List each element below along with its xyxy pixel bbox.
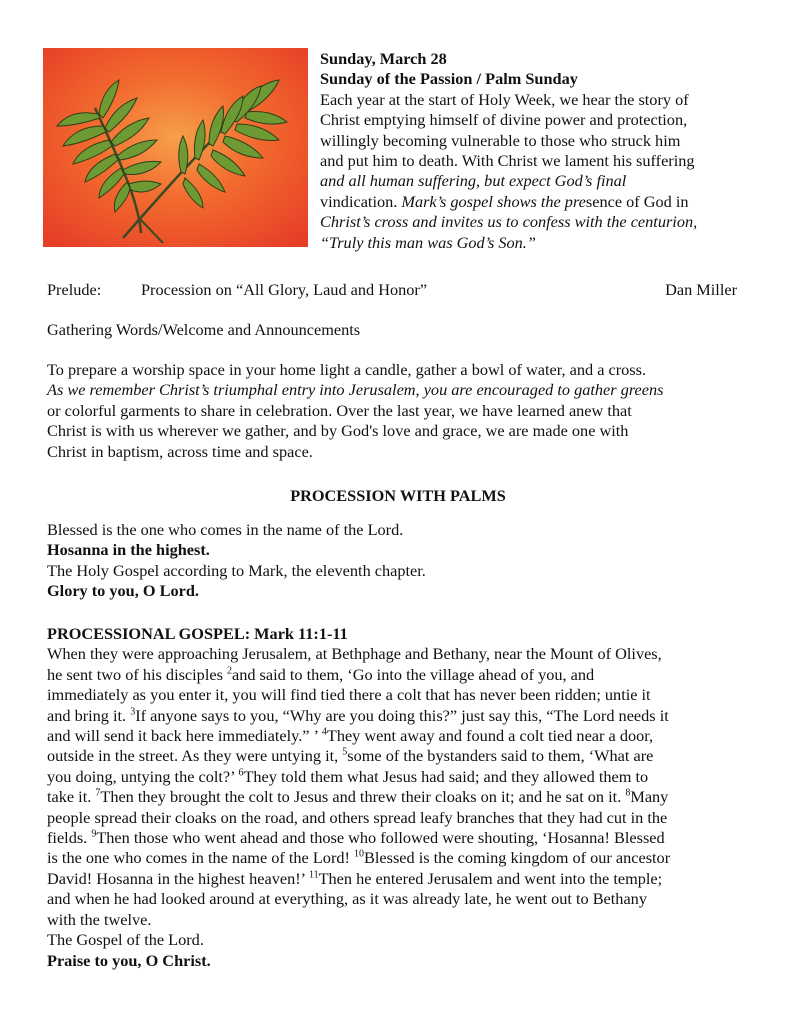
verse-number: 3 xyxy=(130,706,136,718)
gospel-line xyxy=(47,828,777,848)
gospel-text: and bring it. xyxy=(47,705,131,725)
gospel-heading: PROCESSIONAL GOSPEL: Mark 11:1-11 xyxy=(47,624,348,643)
gospel-line xyxy=(47,665,777,685)
gospel-text: outside in the street. As they were untying it, xyxy=(47,746,343,766)
verse-number: 10 xyxy=(354,849,364,861)
intro-line: Each year at the start of Holy Week, we hear the story of xyxy=(320,89,689,109)
verse-number: 8 xyxy=(625,787,631,799)
verse-number: 6 xyxy=(238,767,244,779)
gospel-line: The Gospel of the Lord. xyxy=(47,930,204,950)
prelude-label: Prelude: xyxy=(47,280,102,299)
intro-line: willingly becoming vulnerable to those who struck him xyxy=(320,130,681,150)
palm-branches-artwork xyxy=(43,48,308,247)
prelude-row xyxy=(47,280,747,301)
gospel-text: Blessed is the coming kingdom of our ancestor xyxy=(364,848,671,868)
gospel-line: and when he had looked around at everything, as it was already late, he went out to Bethany xyxy=(47,889,647,909)
intro-text: sence of God in xyxy=(585,191,689,211)
gospel-line: with the twelve. xyxy=(47,909,152,929)
verse-number: 9 xyxy=(91,828,97,840)
gospel-text: some of the bystanders said to them, ‘What are xyxy=(347,746,654,766)
intro-text: vindication. xyxy=(320,191,402,211)
gospel-text: take it. xyxy=(47,787,96,807)
prepare-line: or colorful garments to share in celebration. Over the last year, we have learned anew that xyxy=(47,400,632,420)
gospel-text: and said to them, ‘Go into the village ahead of you, and xyxy=(231,664,595,684)
intro-line: “Truly this man was God’s Son.” xyxy=(320,232,536,252)
verse-number: 11 xyxy=(308,869,319,881)
service-title: Sunday of the Passion / Palm Sunday xyxy=(320,69,578,89)
prepare-paragraph xyxy=(47,360,767,462)
gospel-text: If anyone says to you, “Why are you doing this?” just say this, “The Lord needs it xyxy=(135,705,669,725)
prelude-piece: Procession on “All Glory, Laud and Honor” xyxy=(141,280,428,299)
gospel-line xyxy=(47,869,777,889)
gospel-text: Many xyxy=(630,787,669,807)
response-line: Hosanna in the highest. xyxy=(47,540,210,560)
gospel-line xyxy=(47,848,777,868)
gospel-line xyxy=(47,787,777,807)
verse-number: 5 xyxy=(342,747,348,759)
intro-line: Christ emptying himself of divine power and protection, xyxy=(320,110,688,130)
intro-line: and put him to death. With Christ we lament his suffering xyxy=(320,151,695,171)
gospel-text: They went away and found a colt tied near a door, xyxy=(326,726,654,746)
intro-line xyxy=(320,192,760,212)
leader-line: Blessed is the one who comes in the name of the Lord. xyxy=(47,520,404,539)
prepare-line: As we remember Christ’s triumphal entry into Jerusalem, you are encouraged to gather greens xyxy=(47,380,664,400)
gospel-line xyxy=(47,746,777,766)
gospel-line xyxy=(47,706,777,726)
verse-number: 2 xyxy=(226,665,232,677)
gospel-line xyxy=(47,726,777,746)
gospel-text: he sent two of his disciples xyxy=(47,664,227,684)
gathering-words: Gathering Words/Welcome and Announcements xyxy=(47,320,361,339)
gospel-text: Then he entered Jerusalem and went into the temple; xyxy=(318,868,663,888)
processional-gospel xyxy=(47,624,777,971)
prepare-line: Christ in baptism, across time and space. xyxy=(47,441,313,461)
prepare-line: Christ is with us wherever we gather, and by God's love and grace, we are made one with xyxy=(47,421,629,441)
procession-dialogue xyxy=(47,520,767,602)
leader-line: The Holy Gospel according to Mark, the eleventh chapter. xyxy=(47,560,426,580)
gospel-text: Then those who went ahead and those who followed were shouting, ‘Hosanna! Blessed xyxy=(96,828,665,848)
procession-heading: PROCESSION WITH PALMS xyxy=(290,486,506,505)
verse-number: 7 xyxy=(95,787,101,799)
intro-text-italic: Mark’s gospel shows the pre xyxy=(401,191,586,211)
service-header xyxy=(320,49,760,253)
prepare-line: To prepare a worship space in your home light a candle, gather a bowl of water, and a cross. xyxy=(47,360,647,379)
gospel-text: They told them what Jesus had said; and they allowed them to xyxy=(243,766,649,786)
gospel-line: When they were approaching Jerusalem, at Bethphage and Bethany, near the Mount of Olives, xyxy=(47,644,662,664)
palm-branches-icon xyxy=(43,48,308,247)
verse-number: 4 xyxy=(321,726,327,738)
gospel-text: fields. xyxy=(47,828,92,848)
intro-line: and all human suffering, but expect God’s final xyxy=(320,171,627,191)
service-date: Sunday, March 28 xyxy=(320,49,447,68)
gospel-text: you doing, untying the colt?’ xyxy=(47,766,239,786)
gospel-text: is the one who comes in the name of the Lord! xyxy=(47,848,354,868)
gospel-text: Then they brought the colt to Jesus and threw their cloaks on it; and he sat on it. xyxy=(100,787,626,807)
gospel-line: people spread their cloaks on the road, and others spread leafy branches that they had cut in the xyxy=(47,807,668,827)
intro-line: Christ’s cross and invites us to confess with the centurion, xyxy=(320,212,698,232)
gospel-response: Praise to you, O Christ. xyxy=(47,950,211,970)
gospel-line xyxy=(47,767,777,787)
gospel-text: and will send it back here immediately.” ’ xyxy=(47,726,322,746)
gospel-line: immediately as you enter it, you will find tied there a colt that has never been ridden; untie it xyxy=(47,685,651,705)
prelude-composer: Dan Miller xyxy=(665,280,737,299)
gospel-text: David! Hosanna in the highest heaven!’ xyxy=(47,868,309,888)
response-line: Glory to you, O Lord. xyxy=(47,581,199,601)
